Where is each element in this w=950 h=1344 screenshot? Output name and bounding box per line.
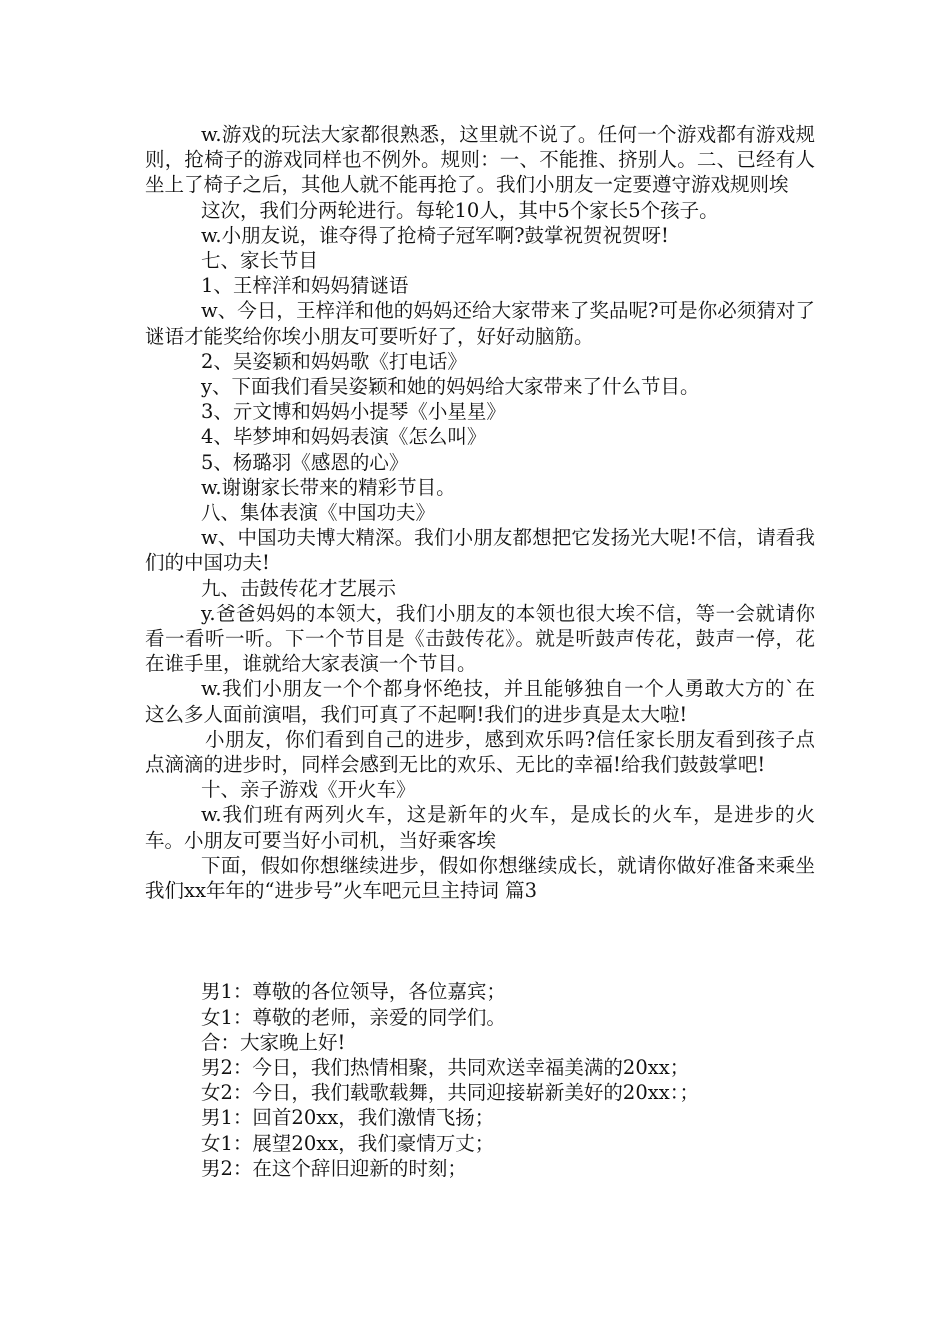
paragraph-progress: 小朋友，你们看到自己的进步，感到欢乐吗?信任家长朋友看到孩子点点滴滴的进步时，同样会感到无比的欢乐、无比的幸福!给我们鼓鼓掌吧! xyxy=(145,727,815,777)
paragraph-two-rounds: 这次，我们分两轮进行。每轮10人，其中5个家长5个孩子。 xyxy=(201,198,719,222)
paragraph-train: w.我们班有两列火车，这是新年的火车，是成长的火车，是进步的火车。小朋友可要当好小司机，当好乘客埃 xyxy=(145,803,815,852)
paragraph-closing: 下面，假如你想继续进步，假如你想继续成长，就请你做好准备来乘坐我们xx年年的“进步号”火车吧元旦主持词 篇3 xyxy=(145,853,815,903)
program-item-2: 2、吴姿颖和妈妈歌《打电话》 xyxy=(201,349,467,373)
dialog-line: 女2：今日，我们载歌载舞，共同迎接崭新美好的20xx：； xyxy=(201,1081,699,1105)
dialog-line: 男2：在这个辞旧迎新的时刻； xyxy=(201,1156,467,1180)
dialog-line: 女1：展望20xx，我们豪情万丈； xyxy=(201,1131,495,1155)
paragraph-talents: w.我们小朋友一个个都身怀绝技，并且能够独自一个人勇敢大方的`在这么多人面前演唱，我们可真了不起啊!我们的进步真是太大啦! xyxy=(145,677,815,726)
dialog-line: 合：大家晚上好! xyxy=(201,1030,346,1054)
program-item-3: 3、亓文博和妈妈小提琴《小星星》 xyxy=(201,400,506,424)
section-heading-parent-show: 七、家长节目 xyxy=(201,249,319,273)
program-item-5: 5、杨璐羽《感恩的心》 xyxy=(201,450,409,474)
paragraph-drum: y.爸爸妈妈的本领大，我们小朋友的本领也很大埃不信，等一会就请你看一看听一听。下一个节目是《击鼓传花》。就是听鼓声传花，鼓声一停，花在谁手里，谁就给大家表演一个节目。 xyxy=(145,601,815,676)
program-item-4: 4、毕梦坤和妈妈表演《怎么叫》 xyxy=(201,425,487,449)
paragraph-game-rules: w.游戏的玩法大家都很熟悉，这里就不说了。任何一个游戏都有游戏规则，抢椅子的游戏同样也不例外。规则：一、不能推、挤别人。二、已经有人坐上了椅子之后，其他人就不能再抢了。我们小朋友一定要遵守游戏规则埃 xyxy=(145,123,815,197)
dialog-line: 男1：尊敬的各位领导，各位嘉宾； xyxy=(201,980,506,1004)
dialog-line: 女1：尊敬的老师，亲爱的同学们。 xyxy=(201,1005,506,1029)
paragraph-riddle: w、今日，王梓洋和他的妈妈还给大家带来了奖品呢?可是你必须猜对了谜语才能奖给你埃小朋友可要听好了，好好动脑筋。 xyxy=(145,299,815,348)
paragraph-kungfu: w、中国功夫博大精深。我们小朋友都想把它发扬光大呢!不信，请看我们的中国功夫! xyxy=(145,526,815,575)
dialog-line: 男1：回首20xx，我们激情飞扬； xyxy=(201,1106,495,1130)
section-heading-kungfu: 八、集体表演《中国功夫》 xyxy=(201,501,436,525)
section-gap xyxy=(145,903,815,979)
dialog-line: 男2：今日，我们热情相聚，共同欢送幸福美满的20xx； xyxy=(201,1055,690,1079)
document-body xyxy=(145,122,815,1181)
section-heading-train: 十、亲子游戏《开火车》 xyxy=(201,778,416,802)
program-item-1: 1、王梓洋和妈妈猜谜语 xyxy=(201,274,409,298)
paragraph-next-show: y、下面我们看吴姿颖和她的妈妈给大家带来了什么节目。 xyxy=(201,375,700,399)
paragraph-thanks-parents: w.谢谢家长带来的精彩节目。 xyxy=(201,475,456,499)
section-heading-drum: 九、击鼓传花才艺展示 xyxy=(201,576,397,600)
paragraph-champion: w.小朋友说，谁夺得了抢椅子冠军啊?鼓掌祝贺祝贺呀! xyxy=(201,223,669,247)
